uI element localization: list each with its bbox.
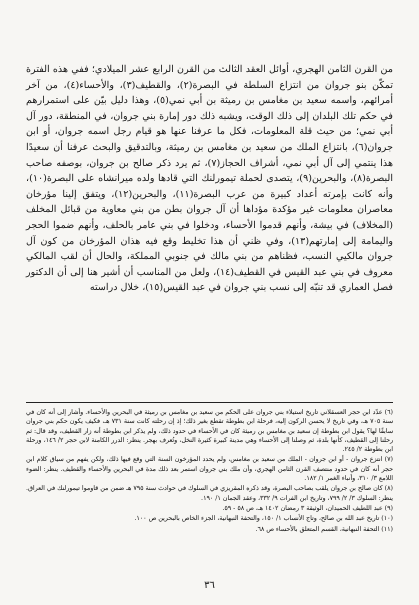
footnote-separator [26,402,393,403]
footnote-item: (٦) عدّد ابن حجر العسقلاني تاريخ استيلاء بني جروان على الحكم من سعيد بن مغامس بن رميثة في البحرين والأحساء. وأشار إلى أنه كان في سنة ٧٠٥ هـ، وفي تاريخ لا يحسن الركون إليه، فرحلة ابن بطوطة تقطع بغير ذلك؛ إذ إن رحلته كانت سنة ٧٣١ هـ، فكيف يكون حكم بني جروان سابقًا لها؟ يقول ابن بطوطة إن سعيد بن مغامس بن رميثة كان في الأحساء في حدود ذلك، ولم يذكر ابن بطوطة أنه زار القطيف، وقد قال: ثم رحلنا إلى القطيف، كأنها بلدة، ثم وصلنا إلى الأحساء وهي مدينة كبيرة كثيرة النخل، وتُعرف بهجر. ينظر: الدرر الكامنة لابن حجر ٢/ ١٤٦، ورحلة ابن بطوطة ٢/ ٢٤٥. [26,409,394,454]
footnote-item: (١١) التحفة النبهانية، القسم المتعلق بالأحساء ص ٦٨. [255,525,393,533]
footnote-item: (١٠) تاريخ عبد الله بن صالح، وتاج الأنساب ١/ ١٥٠، والتحفة النبهانية، الجزء الخاص بالبحرين ص ١٠٠. [134,515,393,523]
footnote-item: (٨) كان صالح بن جروان يلقب بصاحب البصرة، وقد ذكره المقريزي في السلوك في حوادث سنة ٧٩٥ هـ ضمن من قاوموا تيمورلنك في العراق. ينظر: السلوك ٣/ ٢/ ٧٩٩، وتاريخ ابن الفرات ٩/ ٣٣٢، وعقد الجمان ١/ ١٩٠. [26,485,393,502]
main-text-block [26,62,393,296]
footnote-item: (٩) عبد اللطيف الحميدان، الوثيقة ٣ رمضان ١٤٠٢ هـ، ص ٥٨ - ٥٩. [222,504,393,512]
footnotes [26,408,393,535]
main-paragraph: من القرن الثامن الهجري، أوائل العقد الثالث من القرن الرابع عشر الميلادي؛ ففي هذه الفترة تمكّن بنو جروان من انتزاع السلطة في البصرة(٢)، والقطيف(٣)، والأحساء(٤)، من آخر أمرائهم، واسمه سعيد بن مغامس بن رميثة بن أبي نمي(٥)، وهذا دليل بيّن على استمرارهم في حكم تلك البلدان إلى ذلك الوقت، ويشبه ذلك دور إمارة بني جروان، في المنطقة، دور آل أبي نمي؛ من حيث قلة المعلومات، فكل ما عرفنا عنها هو قيام رجل اسمه جروان، أو ابن جروان(٦)، بانتزاع الملك من سعيد بن مغامس بن رميثة، وبالتدقيق والبحث عرفنا أن سعيدًا هذا ينتمي إلى آل أبي نمي، أشراف الحجاز(٧)، ثم يرد ذكر صالح بن جروان، بوصفه صاحب البصرة(٨)، والبحرين(٩)، يتصدى لحملة تيمورلنك التي قادها ولده ميرانشاه على البصرة(١٠)، وأنه كانت بإمرته أعداد كبيرة من عرب البصرة(١١)، والبحرين(١٢)، ويتفق إلينا مؤرخان معاصران معلومات غير مؤكدة مؤداها أن آل جروان بطن من بني معاوية من قبائل المخلف (المخلاف) في بيشة، وأنهم قدموا الأحساء، ودخلوا في بني عامر بالحلف، وأنهم ضموا الحجر واليمامة إلى إمارتهم(١٣)، وفي ظني أن هذا تخليط وقع فيه هذان المؤرخان من كون آل جروان مالكيي النسب، فظناهم من بني مالك في جنوبي المملكة، والحال أن لقب المالكي معروف في بني عبد القيس في القطيف(١٤)، ولعل من المناسب أن أشير هنا إلى أن الدكتور فصل العماري قد تنبّه إلى نسب بني جروان في عبد القيس(١٥)، خلال دراسته [26,64,394,294]
page-number: ٣٦ [204,580,215,591]
footnote-item: (٧) انتزع جروان - أو ابن جروان - الملك من سعيد بن مغامس، ولم يحدد المؤرخون السنة التي وقع فيها ذلك، ولكن يفهم من سياق كلام ابن حجر أنه كان في حدود منتصف القرن الثامن الهجري، وأن ملك بني جروان استمر بعد ذلك مدة في البحرين والأحساء والقطيف. ينظر: الضوء اللامع ٣/ ٣١٠، وأنباء الغمر ١/ ١٨٢. [26,456,393,483]
